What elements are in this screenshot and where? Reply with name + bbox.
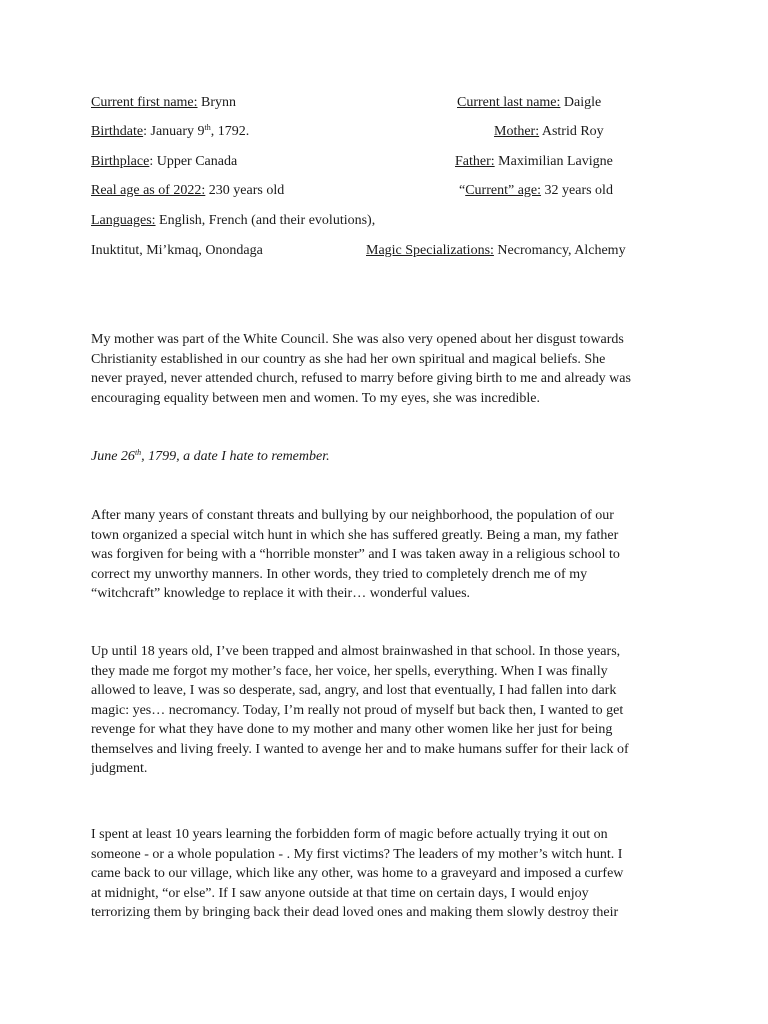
paragraph-line: I spent at least 10 years learning the forbidden form of magic before actually trying it out on	[91, 827, 608, 842]
paragraph-line: someone - or a whole population - . My first victims? The leaders of my mother’s witch hunt. I	[91, 846, 623, 862]
paragraph-school	[91, 642, 685, 779]
paragraph-line: never prayed, never attended church, refused to marry before giving birth to me and already was	[91, 371, 631, 386]
paragraph-line: themselves and living freely. I wanted to avenge her and to make humans suffer for their lack of	[91, 741, 629, 757]
real-age-value: 230 years old	[205, 183, 285, 198]
paragraph-line: encouraging equality between men and women. To my eyes, she was incredible.	[91, 390, 540, 406]
father-label: Father:	[455, 154, 495, 169]
paragraph-line: judgment.	[91, 761, 148, 776]
father-value: Maximilian Lavigne	[494, 154, 613, 169]
paragraph-line: came back to our village, which like any other, was home to a graveyard and imposed a curfew	[91, 866, 624, 881]
paragraph-line: town organized a special witch hunt in which she has suffered greatly. Being a man, my father	[91, 527, 619, 543]
current-age-open-quote: “	[459, 183, 466, 198]
paragraph-line: was forgiven for being with a “horrible monster” and I was taken away in a religious school to	[91, 547, 620, 562]
father-field	[455, 152, 613, 172]
birthplace-label: Birthplace	[91, 154, 150, 169]
paragraph-line: My mother was part of the White Council. She was also very opened about her disgust towards	[91, 332, 624, 347]
paragraph-witch-hunt	[91, 506, 685, 604]
paragraph-line: “witchcraft” knowledge to replace it with their… wonderful values.	[91, 586, 471, 601]
birthplace-field	[91, 152, 237, 172]
paragraph-line: Christianity established in our country as she had her own spiritual and magical beliefs. She	[91, 351, 606, 367]
mother-value: Astrid Roy	[539, 124, 604, 139]
first-name-field	[91, 93, 236, 113]
date-heading: June 26th, 1799, a date I hate to remember.	[91, 448, 330, 464]
paragraph-line: terrorizing them by bringing back their dead loved ones and making them slowly destroy their	[91, 905, 619, 920]
paragraph-line: Up until 18 years old, I’ve been trapped and almost brainwashed in that school. In those years,	[91, 644, 621, 659]
paragraph-line: they made me forgot my mother’s face, her voice, her spells, everything. When I was finally	[91, 663, 608, 679]
languages-field	[91, 211, 375, 231]
birthplace-value: : Upper Canada	[149, 154, 238, 169]
birthdate-value: : January 9th, 1792.	[143, 123, 250, 139]
languages-continued: Inuktitut, Mi’kmaq, Onondaga	[91, 243, 263, 258]
paragraph-line: revenge for what they have done to my mother and many other women like her just for being	[91, 722, 613, 737]
first-name-label: Current first name:	[91, 95, 198, 110]
paragraph-line: magic: yes… necromancy. Today, I’m really not proud of myself but back then, I wanted to get	[91, 702, 624, 718]
mother-label: Mother:	[494, 124, 540, 139]
current-age-value: 32 years old	[541, 183, 613, 198]
paragraph-line: correct my unworthy manners. In other words, they tried to completely drench me of my	[91, 566, 588, 582]
current-age-field	[459, 181, 613, 201]
paragraph-line: After many years of constant threats and bullying by our neighborhood, the population of our	[91, 508, 614, 523]
languages-label: Languages:	[91, 213, 156, 228]
last-name-label: Current last name:	[457, 95, 561, 110]
birthdate-field	[91, 122, 249, 142]
last-name-value: Daigle	[560, 95, 602, 110]
magic-field	[366, 241, 626, 261]
paragraph-line: at midnight, “or else”. If I saw anyone outside at that time on certain days, I would enjoy	[91, 885, 589, 901]
paragraph-line: allowed to leave, I was so desperate, sad, angry, and lost that eventually, I had fallen into dark	[91, 683, 617, 698]
real-age-field	[91, 181, 284, 201]
real-age-label: Real age as of 2022:	[91, 183, 206, 198]
paragraph-mother	[91, 330, 685, 408]
birthdate-label: Birthdate	[91, 124, 144, 139]
mother-field	[494, 122, 604, 142]
magic-value: Necromancy, Alchemy	[493, 243, 626, 258]
languages-value: English, French (and their evolutions),	[155, 213, 376, 228]
current-age-label: Current” age:	[465, 183, 542, 198]
paragraph-revenge	[91, 825, 685, 923]
magic-label: Magic Specializations:	[366, 243, 494, 258]
last-name-field	[457, 93, 601, 113]
first-name-value: Brynn	[197, 95, 237, 110]
